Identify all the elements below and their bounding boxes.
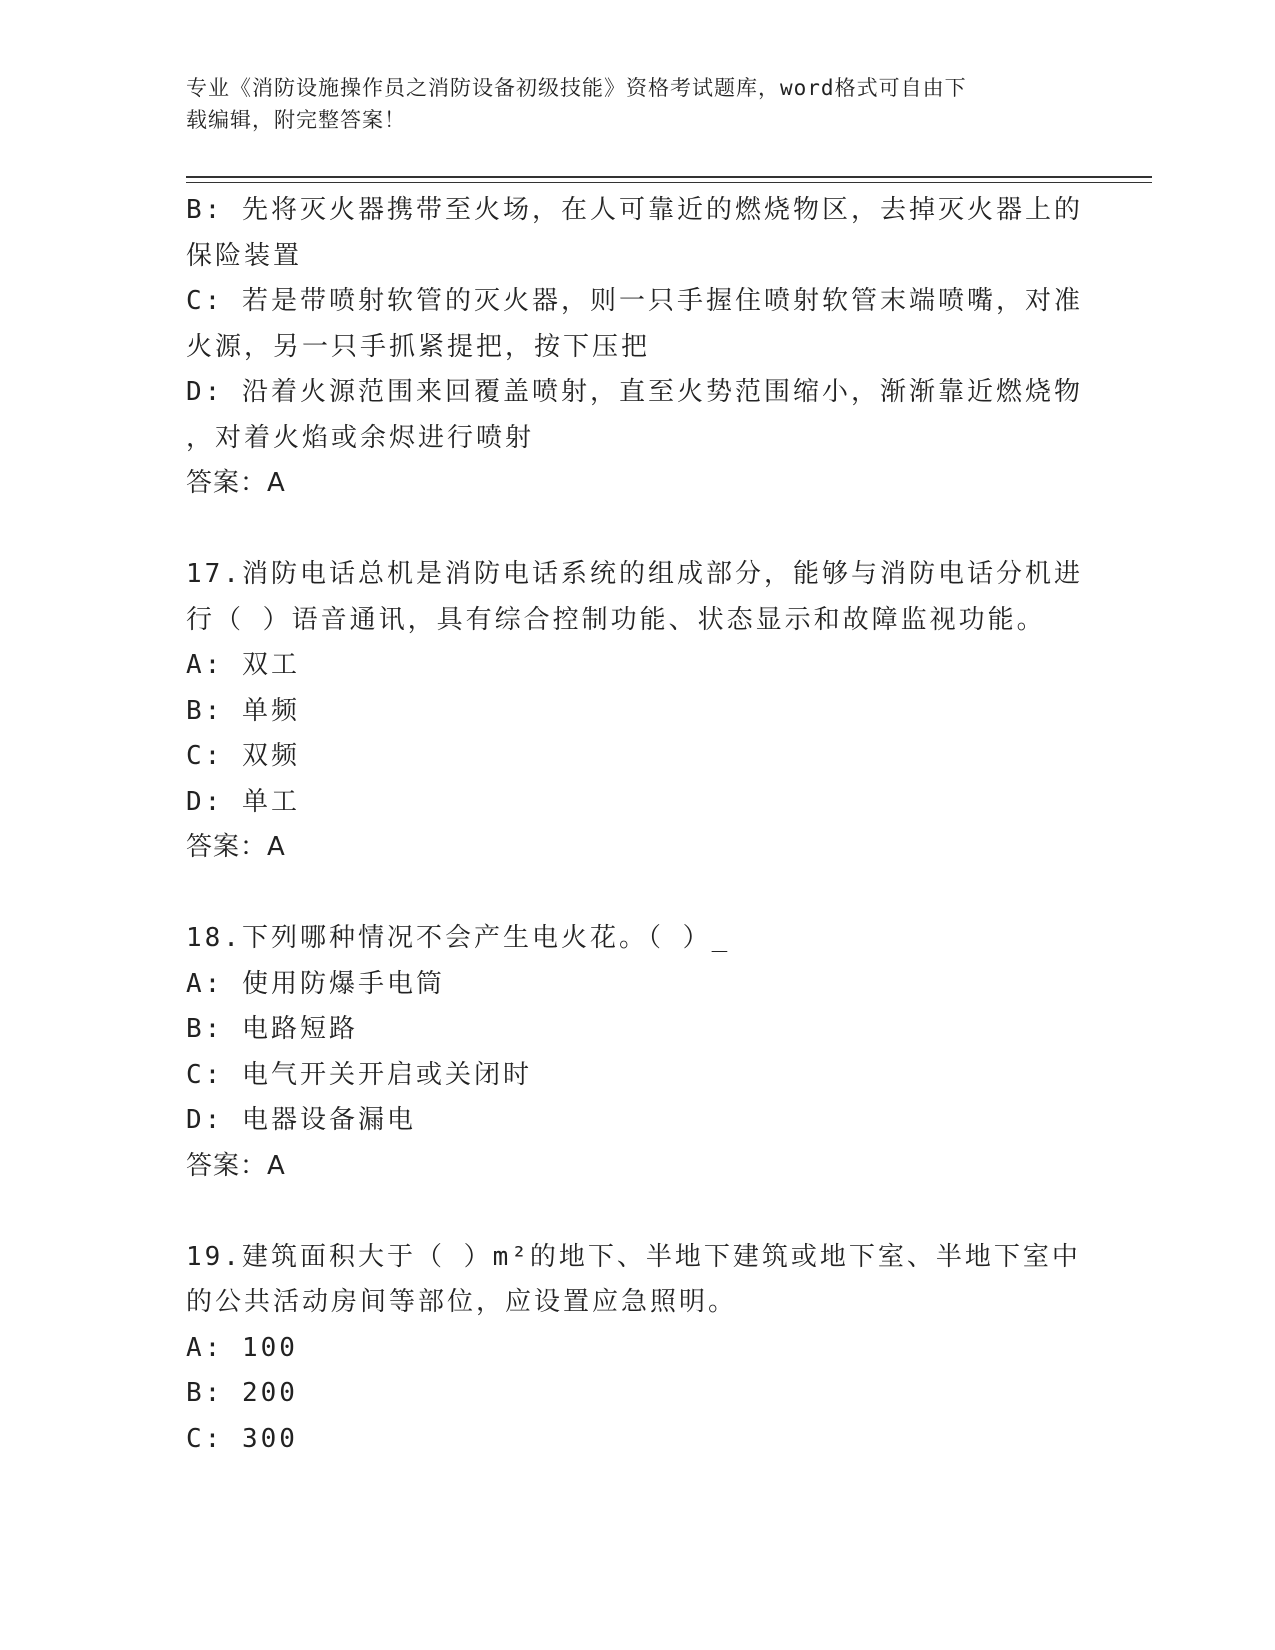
- q19-option-c: C: 300: [186, 1423, 298, 1454]
- q19-stem-line-1: 19.建筑面积大于（ ）m²的地下、半地下建筑或地下室、半地下室中: [186, 1241, 1081, 1272]
- question-18-block: [186, 916, 1086, 1189]
- q19-option-a: A: 100: [186, 1332, 298, 1363]
- q19-option-b: B: 200: [186, 1378, 298, 1408]
- q18-option-c: C: 电气开关开启或关闭时: [186, 1059, 532, 1090]
- spacer: [186, 507, 1086, 553]
- question-16-block: [186, 188, 1086, 507]
- q16-option-d-line-1: D: 沿着火源范围来回覆盖喷射，直至火势范围缩小，渐渐靠近燃烧物: [186, 377, 1083, 407]
- q18-option-a: A: 使用防爆手电筒: [186, 968, 445, 999]
- question-17-block: [186, 552, 1086, 871]
- q18-option-b: B: 电路短路: [186, 1014, 358, 1044]
- q17-option-b: B: 单频: [186, 695, 300, 726]
- question-content: [186, 188, 1086, 1462]
- q18-option-d: D: 电器设备漏电: [186, 1105, 416, 1135]
- document-header: [186, 72, 1066, 136]
- header-divider-thick: [186, 176, 1152, 178]
- q16-answer: 答案：A: [186, 468, 286, 498]
- q16-option-b-line-2: 保险装置: [186, 240, 303, 271]
- q17-option-c: C: 双频: [186, 741, 300, 771]
- spacer: [186, 1189, 1086, 1235]
- question-19-block: [186, 1235, 1086, 1463]
- q16-option-c-line-1: C: 若是带喷射软管的灭火器，则一只手握住喷射软管末端喷嘴，对准: [186, 286, 1083, 316]
- q18-answer: 答案：A: [186, 1150, 286, 1181]
- q16-option-c-line-2: 火源，另一只手抓紧提把，按下压把: [186, 331, 651, 362]
- q18-stem-line-1: 18.下列哪种情况不会产生电火花。（ ）_: [186, 923, 731, 953]
- header-line-1: 专业《消防设施操作员之消防设备初级技能》资格考试题库，word格式可自由下: [186, 76, 967, 100]
- q16-option-b-line-1: B: 先将灭火器携带至火场，在人可靠近的燃烧物区，去掉灭火器上的: [186, 195, 1083, 225]
- q17-stem-line-1: 17.消防电话总机是消防电话系统的组成部分，能够与消防电话分机进: [186, 559, 1083, 589]
- q17-option-a: A: 双工: [186, 650, 300, 680]
- q19-stem-line-2: 的公共活动房间等部位，应设置应急照明。: [186, 1287, 738, 1317]
- spacer: [186, 871, 1086, 917]
- q17-option-d: D: 单工: [186, 786, 300, 817]
- q17-stem-line-2: 行（ ）语音通讯，具有综合控制功能、状态显示和故障监视功能。: [186, 604, 1046, 635]
- q17-answer: 答案：A: [186, 832, 286, 862]
- q16-option-d-line-2: ，对着火焰或余烬进行喷射: [186, 422, 535, 453]
- header-line-2: 载编辑，附完整答案！: [186, 108, 406, 132]
- header-divider-thin: [186, 182, 1152, 183]
